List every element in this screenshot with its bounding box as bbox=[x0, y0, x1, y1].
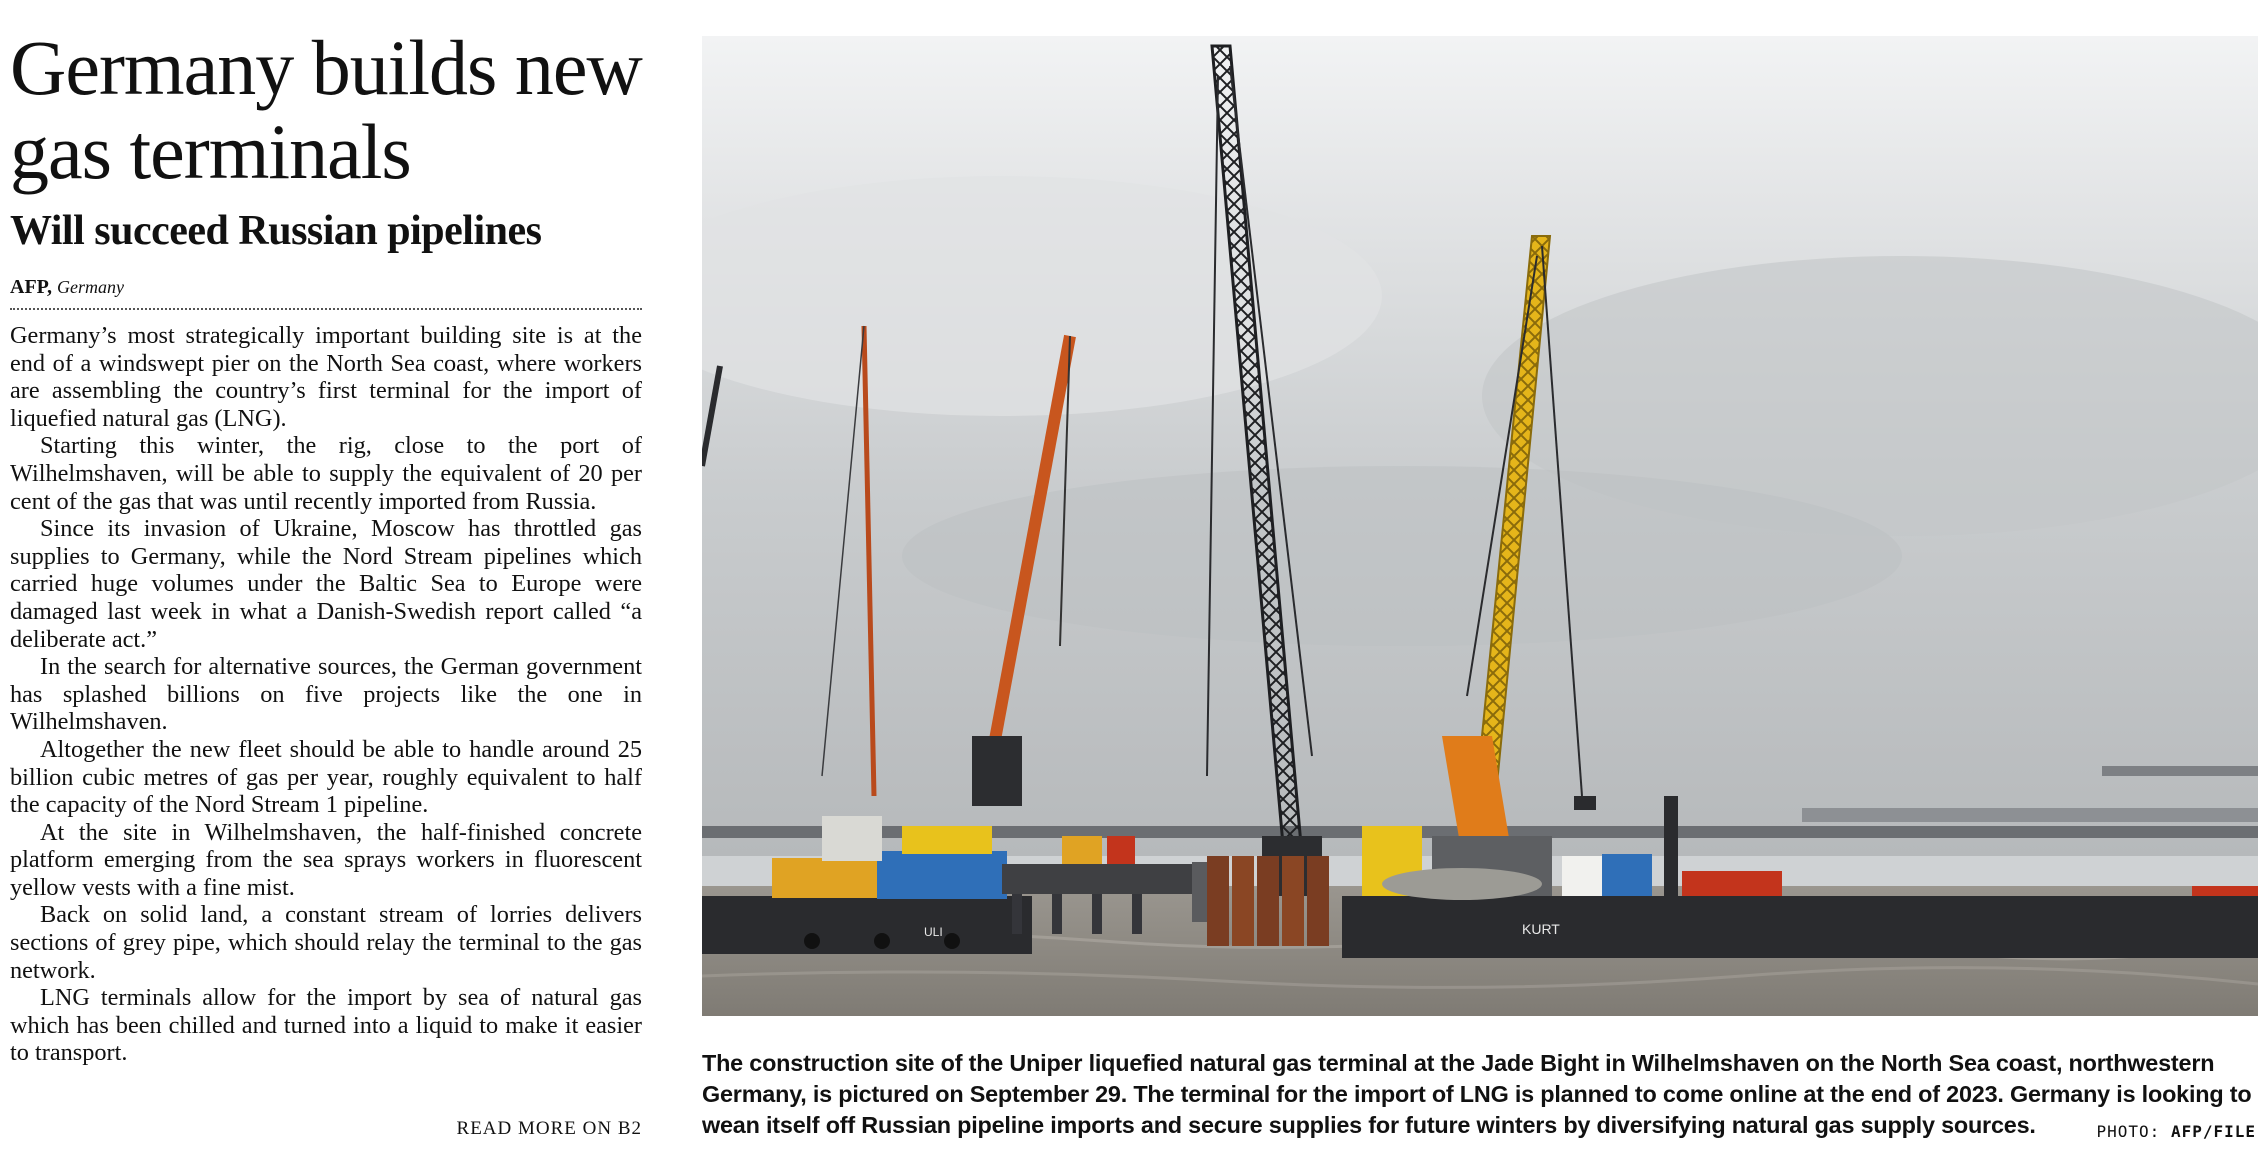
byline bbox=[10, 274, 642, 310]
paragraph: LNG terminals allow for the import by sea of natural gas which has been chilled and turned into a liquid to make it easier to transport. bbox=[10, 984, 642, 1067]
photo-caption: The construction site of the Uniper liquefied natural gas terminal at the Jade Bight in Wilhelmshaven on the North Sea coast, northwestern Germany, is pictured on September 29. The terminal for the import of LNG is planned to come online at the end of 2023. Germany is looking to wean itself off Russian pipeline imports and secure supplies for future winters by diversifying natural gas supply sources. bbox=[702, 1050, 2252, 1138]
barge-uli-name: ULI bbox=[924, 925, 943, 939]
photo-credit-label: PHOTO: bbox=[2096, 1122, 2161, 1141]
photo-credit bbox=[2097, 1122, 2257, 1141]
paragraph: Starting this winter, the rig, close to the port of Wilhelmshaven, will be able to supply the equivalent of 20 per cent of the gas that was until recently imported from Russia. bbox=[10, 432, 642, 515]
article bbox=[10, 26, 642, 1067]
byline-place: Germany bbox=[57, 277, 125, 297]
article-body bbox=[10, 322, 642, 1067]
steel-piles bbox=[1192, 856, 1329, 946]
barge-kurt-name: KURT bbox=[1522, 921, 1560, 937]
paragraph: At the site in Wilhelmshaven, the half-finished concrete platform emerging from the sea sprays workers in fluorescent yellow vests with a fine mist. bbox=[10, 818, 642, 901]
byline-agency: AFP, bbox=[10, 276, 53, 298]
paragraph: In the search for alternative sources, the German government has splashed billions on five projects like the one in Wilhelmshaven. bbox=[10, 653, 642, 736]
paragraph: Since its invasion of Ukraine, Moscow has throttled gas supplies to Germany, while the Nord Stream pipelines which carried huge volumes under the Baltic Sea to Europe were damaged last week in what a Danish-Swedish report called “a deliberate act.” bbox=[10, 515, 642, 653]
photo-credit-source: AFP/FILE bbox=[2170, 1122, 2256, 1141]
read-more[interactable]: READ MORE ON B2 bbox=[456, 1118, 642, 1139]
headline: Germany builds new gas terminals bbox=[10, 24, 642, 195]
paragraph: Altogether the new fleet should be able to handle around 25 billion cubic metres of gas per year, roughly equivalent to half the capacity of the Nord Stream 1 pipeline. bbox=[10, 735, 642, 819]
paragraph: Germany’s most strategically important building site is at the end of a windswept pier on the North Sea coast, where workers are assembling the country’s first terminal for the import of liquefied natural gas (LNG). bbox=[10, 322, 642, 432]
paragraph: Back on solid land, a constant stream of lorries delivers sections of grey pipe, which should relay the terminal to the gas network. bbox=[10, 901, 642, 984]
subheadline: Will succeed Russian pipelines bbox=[10, 208, 542, 254]
news-photo bbox=[702, 36, 2258, 1016]
